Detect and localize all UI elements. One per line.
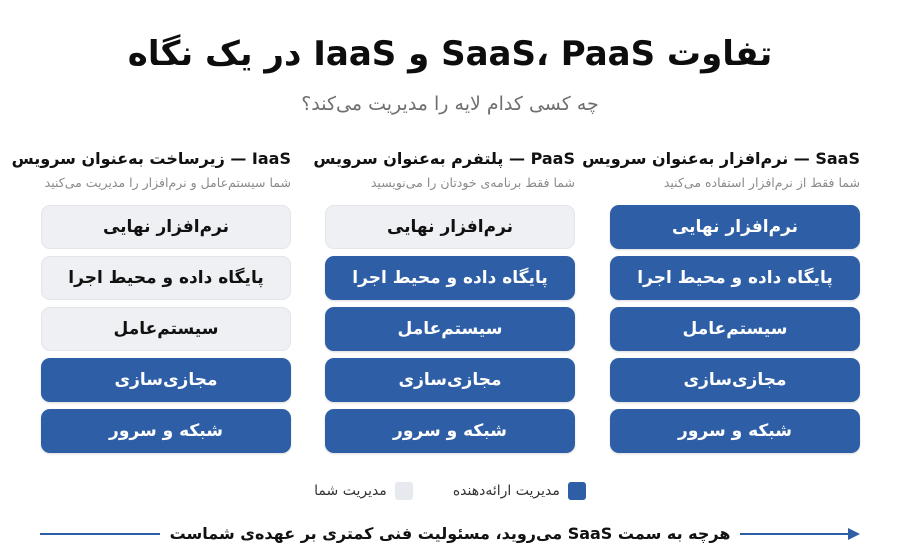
arrow-caption: هرچه به سمت SaaS می‌روید، مسئولیت فنی کمتری بر عهده‌ی شماست [160, 524, 741, 543]
saas-layer-network-server: شبکه و سرور [610, 409, 860, 453]
iaas-layer-application: نرم‌افزار نهایی [41, 205, 291, 249]
saas-layer-os: سیستم‌عامل [610, 307, 860, 351]
column-saas [582, 146, 860, 460]
column-caption-iaas: شما سیستم‌عامل و نرم‌افزار را مدیریت می‌کنید [44, 175, 291, 190]
saas-layer-application: نرم‌افزار نهایی [610, 205, 860, 249]
column-paas [313, 146, 575, 460]
saas-layer-database-runtime: پایگاه داده و محیط اجرا [610, 256, 860, 300]
iaas-layer-network-server: شبکه و سرور [41, 409, 291, 453]
legend-swatch-provider [568, 482, 586, 500]
column-iaas [11, 146, 291, 460]
legend [0, 482, 900, 500]
saas-layer-virtualization: مجازی‌سازی [610, 358, 860, 402]
column-heading-iaas: IaaS — زیرساخت به‌عنوان سرویس [11, 149, 291, 168]
legend-swatch-you [395, 482, 413, 500]
legend-item-you [314, 482, 413, 500]
paas-layer-virtualization: مجازی‌سازی [325, 358, 575, 402]
column-caption-saas: شما فقط از نرم‌افزار استفاده می‌کنید [663, 175, 860, 190]
column-heading-saas: SaaS — نرم‌افزار به‌عنوان سرویس [582, 149, 860, 168]
column-caption-paas: شما فقط برنامه‌ی خودتان را می‌نویسید [370, 175, 575, 190]
paas-layer-os: سیستم‌عامل [325, 307, 575, 351]
iaas-layer-database-runtime: پایگاه داده و محیط اجرا [41, 256, 291, 300]
paas-layer-network-server: شبکه و سرور [325, 409, 575, 453]
responsibility-arrow [40, 520, 860, 548]
iaas-layer-virtualization: مجازی‌سازی [41, 358, 291, 402]
paas-layer-database-runtime: پایگاه داده و محیط اجرا [325, 256, 575, 300]
iaas-layer-os: سیستم‌عامل [41, 307, 291, 351]
paas-layer-application: نرم‌افزار نهایی [325, 205, 575, 249]
diagram-title: تفاوت SaaS، PaaS و IaaS در یک نگاه [127, 34, 773, 74]
legend-label-you: مدیریت شما [314, 483, 387, 499]
legend-label-provider: مدیریت ارائه‌دهنده [452, 483, 560, 499]
column-heading-paas: PaaS — پلتفرم به‌عنوان سرویس [313, 149, 575, 168]
legend-item-provider [453, 482, 586, 500]
diagram-subtitle: چه کسی کدام لایه را مدیریت می‌کند؟ [301, 93, 599, 115]
